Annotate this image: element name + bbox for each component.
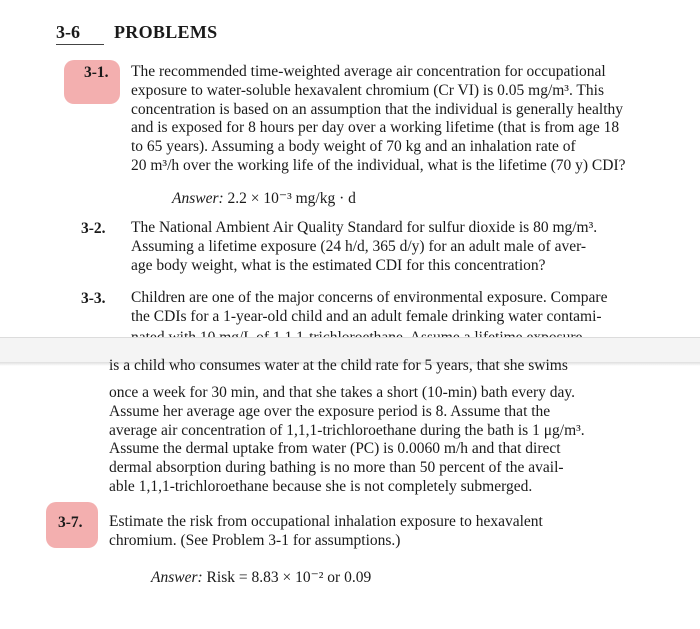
cut-off-line-top bbox=[131, 326, 671, 337]
continuation-line: able 1,1,1-trichloroethane because she is not completely submerged. bbox=[109, 477, 533, 495]
continuation-line: Assume her average age over the exposure period is 8. Assume that the bbox=[109, 402, 551, 420]
section-title: PROBLEMS bbox=[114, 22, 218, 42]
continuation-line: dermal absorption during bathing is no more than 50 percent of the avail- bbox=[109, 459, 564, 477]
continuation-line-cut: is a child who consumes water at the child rate for 5 years, that she swims bbox=[109, 357, 568, 374]
problem-3-2-text bbox=[131, 219, 597, 275]
answer-value: Risk = 8.83 × 10⁻² or 0.09 bbox=[206, 569, 372, 586]
problem-3-1-line: The recommended time-weighted average air concentration for occupational bbox=[131, 63, 606, 80]
problem-3-7-text bbox=[109, 513, 543, 551]
answer-label: Answer: bbox=[151, 569, 203, 586]
continuation-line: once a week for 30 min, and that she takes a short (10-min) bath every day. bbox=[109, 384, 575, 401]
problem-3-3-text bbox=[131, 289, 607, 327]
problem-number-3-1: 3-1. bbox=[84, 64, 109, 81]
problem-3-2-line: age body weight, what is the estimated CDI for this concentration? bbox=[131, 256, 546, 274]
problem-3-3-line: the CDIs for a 1-year-old child and an adult female drinking water contami- bbox=[131, 307, 602, 325]
problem-3-1-line: to 65 years). Assuming a body weight of 70 kg and an inhalation rate of bbox=[131, 138, 576, 156]
problem-3-3-line: Children are one of the major concerns of environmental exposure. Compare bbox=[131, 289, 608, 306]
section-underline bbox=[56, 44, 104, 45]
problem-3-1-line: concentration is based on an assumption that the individual is generally healthy bbox=[131, 100, 624, 118]
problem-3-7-answer bbox=[151, 568, 371, 587]
section-number: 3-6 bbox=[56, 22, 80, 42]
problem-3-2-line: Assuming a lifetime exposure (24 h/d, 365 d/y) for an adult male of aver- bbox=[131, 237, 587, 255]
answer-label: Answer: bbox=[172, 190, 224, 207]
cut-off-line-bottom bbox=[109, 357, 669, 378]
continuation-line: average air concentration of 1,1,1-trichloroethane during the bath is 1 μg/m³. bbox=[109, 421, 585, 439]
problem-3-2-line: The National Ambient Air Quality Standard for sulfur dioxide is 80 mg/m³. bbox=[131, 219, 598, 236]
problem-number-3-7: 3-7. bbox=[58, 514, 83, 531]
problem-3-1-answer bbox=[172, 189, 356, 208]
problem-3-1-line: and is exposed for 8 hours per day over a working lifetime (that is from age 18 bbox=[131, 119, 620, 137]
continuation-line: Assume the dermal uptake from water (PC) is 0.0060 m/h and that direct bbox=[109, 440, 561, 458]
problem-3-7-line: Estimate the risk from occupational inhalation exposure to hexavalent bbox=[109, 513, 543, 530]
answer-value: 2.2 × 10⁻³ mg/kg · d bbox=[227, 190, 356, 207]
problem-number-3-3: 3-3. bbox=[81, 290, 106, 307]
problem-number-3-2: 3-2. bbox=[81, 220, 106, 237]
continuation-text bbox=[109, 384, 585, 497]
problem-3-7-line: chromium. (See Problem 3-1 for assumptions.) bbox=[109, 531, 401, 549]
problem-3-1-text bbox=[131, 63, 626, 176]
problem-3-1-line: exposure to water-soluble hexavalent chromium (Cr VI) is 0.05 mg/m³. This bbox=[131, 81, 604, 99]
problem-3-1-line: 20 m³/h over the working life of the individual, what is the lifetime (70 y) CDI? bbox=[131, 156, 626, 174]
